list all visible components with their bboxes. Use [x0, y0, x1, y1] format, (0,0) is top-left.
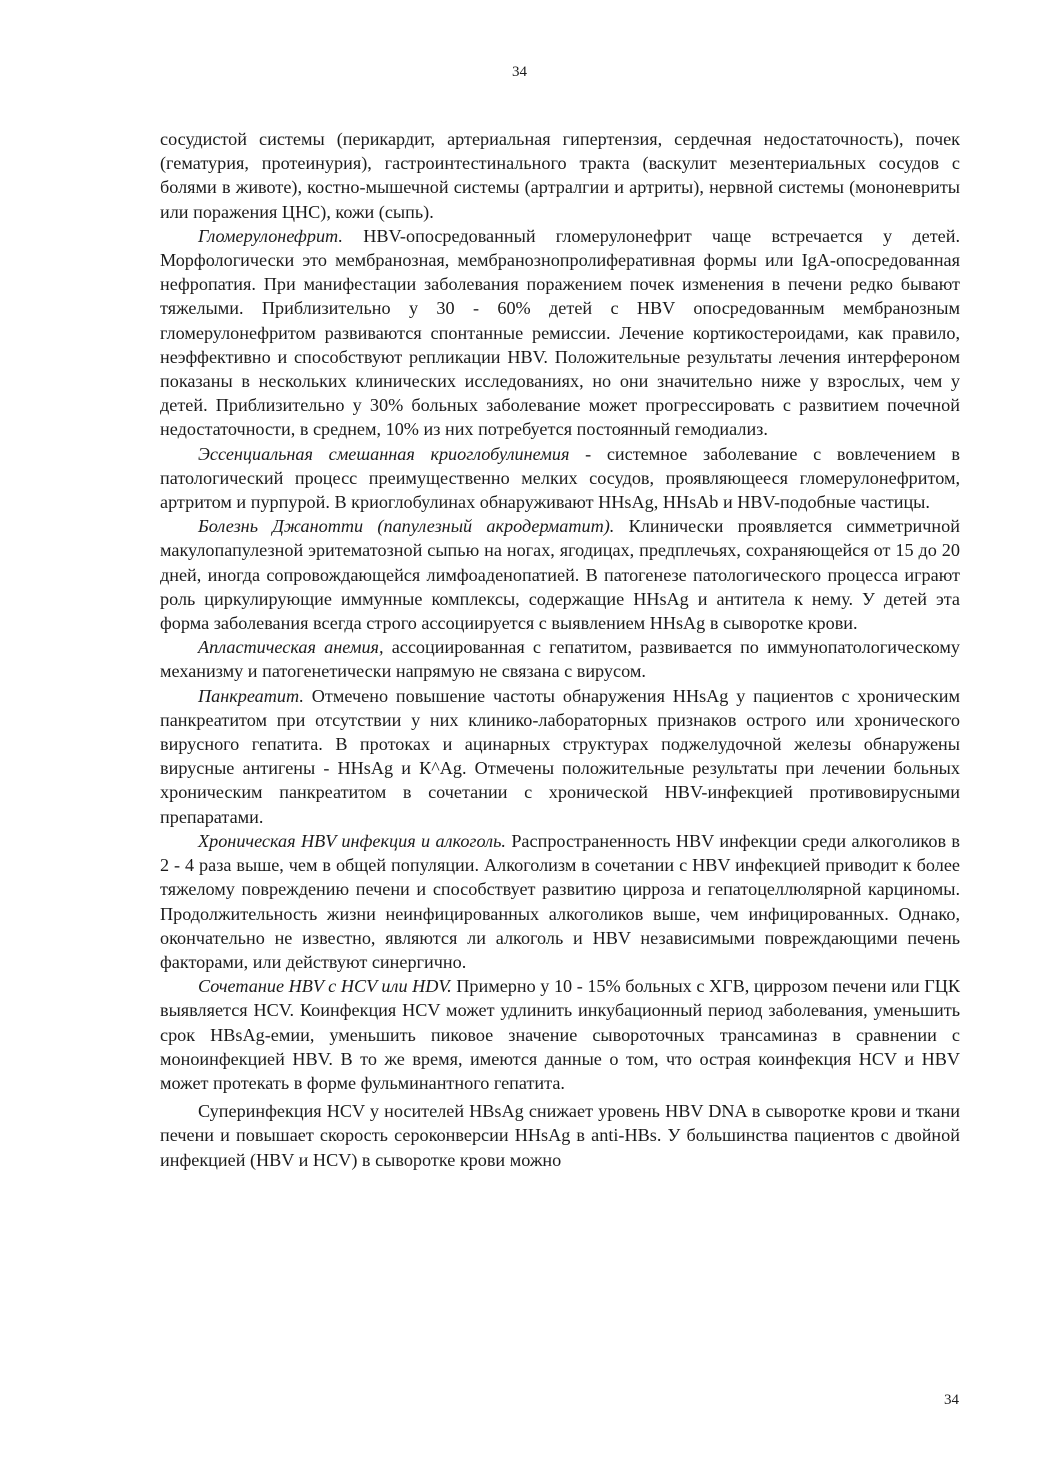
paragraph-gianotti [160, 514, 960, 635]
paragraph-lead: Хроническая HBV инфекция и алкоголь. [198, 830, 506, 851]
body-text [160, 127, 960, 1172]
paragraph-lead: Болезнь Джанотти (папулезный акродерматит). [198, 516, 615, 537]
paragraph-text: Примерно у 10 - 15% больных с ХГВ, циррозом печени или ГЦК выявляется HCV. Коинфекция HCV может удлинить инкубационный период заболевания, уменьшить срок HBsAg-емии, уменьшить пиковое значение сывороточных трансаминаз в сравнении с моноинфекцией HBV. В то же время, имеются данные о том, что острая коинфекция HCV и HBV может протекать в форме фульминантного гепатита. [160, 976, 960, 1093]
paragraph-lead: Эссенциальная смешанная криоглобулинемия [198, 443, 570, 464]
paragraph-aplastic-anemia [160, 635, 960, 683]
paragraph-text: Суперинфекция HCV у носителей HBsAg снижает уровень HBV DNA в сыворотке крови и ткани печени и повышает скорость сероконверсии HHsAg в anti-HBs. У большинства пациентов с двойной инфекцией (HBV и HCV) в сыворотке крови можно [160, 1101, 960, 1170]
paragraph-coinfection [160, 974, 960, 1095]
paragraph-text: Отмечено повышение частоты обнаружения HHsAg у пациентов с хроническим панкреатитом при отсутствии у них клинико-лабораторных признаков острого или хронического вирусного гепатита. В протоках и ацинарных структурах поджелудочной железы обнаружены вирусные антигены - HHsAg и К^Ag. Отмечены положительные результаты при лечении больных хроническим панкреатитом в сочетании с хронической HBV-инфекцией противовирусными препаратами. [160, 685, 960, 827]
page-number-bottom: 34 [944, 1392, 959, 1408]
paragraph-text: HBV-опосредованный гломерулонефрит чаще встречается у детей. Морфологически это мембранозная, мембранознопролиферативная формы или IgA-опосредованная нефропатия. При манифестации заболевания поражением почек изменения в печени редко бывают тяжелыми. Приблизительно у 30 - 60% детей с HBV опосредованным мембранозным гломерулонефритом развиваются спонтанные ремиссии. Лечение кортикостероидами, как правило, неэффективно и способствуют репликации HBV. Положительные результаты лечения интерфероном показаны в нескольких клинических исследованиях, но они значительно ниже у взрослых, чем у детей. Приблизительно у 30% больных заболевание может прогрессировать с развитием почечной недостаточности, в среднем, 10% из них потребуется постоянный гемодиализ. [160, 225, 960, 440]
paragraph-superinfection [160, 1099, 960, 1172]
paragraph-text: Распространенность HBV инфекции среди алкоголиков в 2 - 4 раза выше, чем в общей популяции. Алкоголизм в сочетании с HBV инфекцией приводит к более тяжелому повреждению печени и способствует развитию цирроза и гепатоцеллюлярной карциномы. Продолжительность жизни неинфицированных алкоголиков выше, чем инфицированных. Однако, окончательно не известно, являются ли алкоголь и HBV независимыми повреждающими печень факторами, или действуют синергично. [160, 830, 961, 972]
paragraph-text: Клинически проявляется симметричной макулопапулезной эритематозной сыпью на ногах, ягодицах, предплечьях, сохраняющейся от 15 до 20 дней, иногда сопровождающейся лимфоаденопатией. В патогенезе патологического процесса играют роль циркулирующие иммунные комплексы, содержащие HHsAg и антитела к нему. У детей эта форма заболевания всегда строго ассоциируется с выявлением HHsAg в сыворотке крови. [160, 516, 960, 634]
paragraph-text: ассоциированная с гепатитом, развивается по иммунопатологическому механизму и патогенетически напрямую не связана с вирусом. [160, 637, 961, 682]
paragraph-alcohol [160, 829, 960, 974]
paragraph-cryoglobulinemia [160, 442, 960, 515]
page-number-top: 34 [512, 64, 527, 80]
paragraph-glomerulonephritis [160, 224, 960, 442]
paragraph-lead: Панкреатит. [198, 685, 304, 706]
paragraph-continuation [160, 127, 960, 224]
paragraph-lead: Гломерулонефрит. [198, 225, 343, 246]
paragraph-text: сосудистой системы (перикардит, артериальная гипертензия, сердечная недостаточность), почек (гематурия, протеинурия), гастроинтестинального тракта (васкулит мезентериальных сосудов с болями в животе), костно-мышечной системы (артралгии и артриты), нервной системы (мононевриты или поражения ЦНС), кожи (сыпь). [160, 129, 960, 222]
paragraph-lead: Апластическая анемия, [198, 637, 384, 658]
paragraph-pancreatitis [160, 684, 960, 829]
paragraph-lead: Сочетание HBV с HCV или HDV. [198, 976, 452, 997]
paragraph-text: - системное заболевание с вовлечением в патологический процесс преимущественно мелких сосудов, проявляющееся гломерулонефритом, артритом и пурпурой. В криоглобулинах обнаруживают HHsAg, HHsAb и HBV-подобные частицы. [160, 443, 960, 513]
